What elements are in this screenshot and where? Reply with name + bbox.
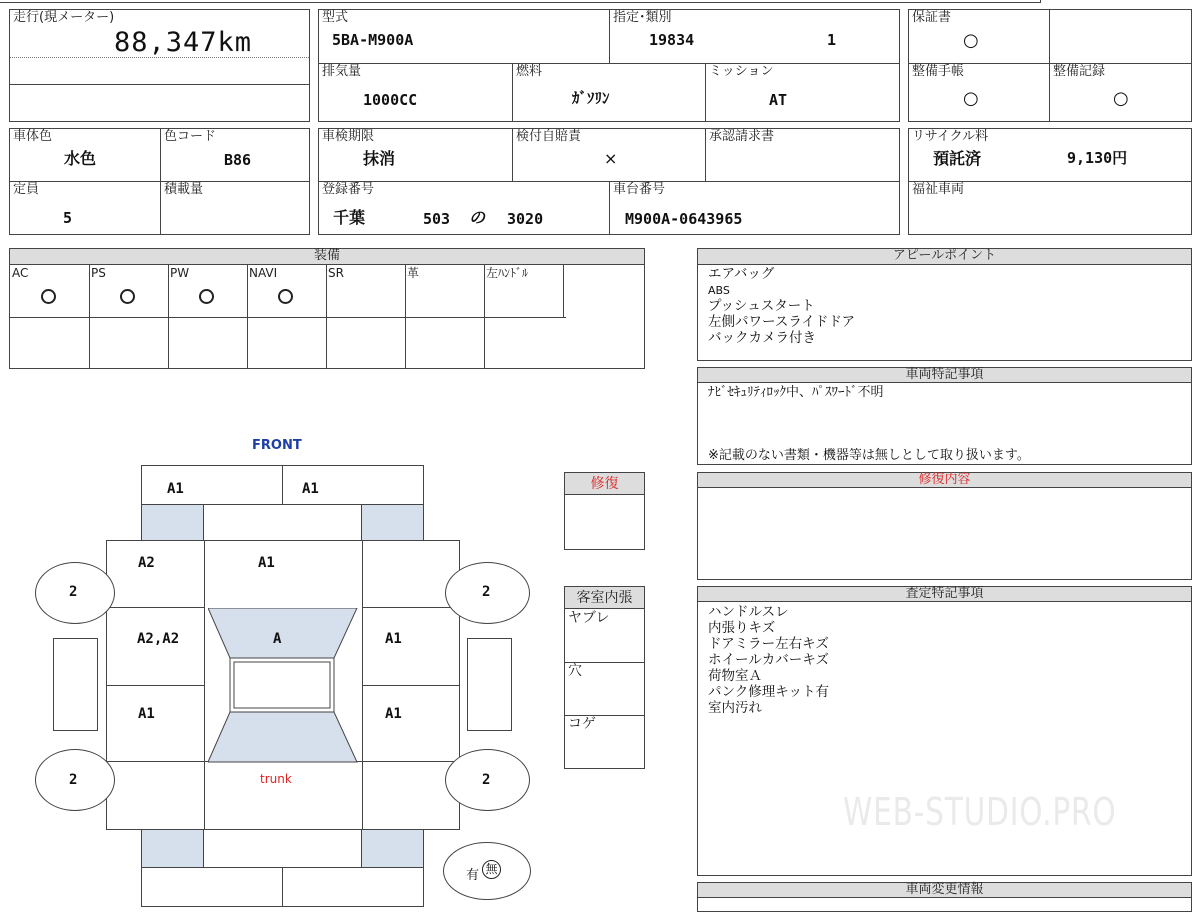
body-color-label: 車体色 <box>13 129 53 144</box>
appeal-line: ABS <box>708 284 730 297</box>
mileage-divider-dotted <box>10 57 309 58</box>
mark-tire-rr: 2 <box>482 772 491 788</box>
front-label: FRONT <box>252 438 302 453</box>
mark-row3-right: A1 <box>385 706 402 722</box>
assessment-line: ドアミラー左右キズ <box>708 636 829 652</box>
vehicle-change-header: 車両変更情報 <box>698 883 1191 898</box>
designation-value-1: 19834 <box>649 31 695 49</box>
spec-vdivider-1 <box>609 10 610 63</box>
inspection-label: 車検期限 <box>322 129 375 144</box>
reg-vdivider-1 <box>512 129 513 181</box>
repair-box <box>564 472 645 550</box>
transmission-value: AT <box>769 91 788 109</box>
warranty-label: 保証書 <box>912 10 952 25</box>
reg-vdivider-3 <box>609 181 610 234</box>
equipment-label: PW <box>170 266 190 280</box>
mark-row2-right: A1 <box>385 631 402 647</box>
approval-label: 承認請求書 <box>709 129 775 144</box>
left-side-panel <box>53 638 98 731</box>
repair-box-label: 修復 <box>565 473 644 495</box>
insurance-label: 検付自賠責 <box>516 129 582 144</box>
mark-tire-rl: 2 <box>69 772 78 788</box>
equipment-label: 革 <box>407 266 420 280</box>
equipment-col-divider <box>326 265 327 368</box>
mileage-divider <box>10 84 309 85</box>
warranty-value: ○ <box>963 30 979 51</box>
model-value: 5BA-M900A <box>332 31 414 49</box>
assessment-line: 内張りキズ <box>708 620 776 636</box>
displacement-value: 1000CC <box>363 91 418 109</box>
vehicle-notes-line1: ﾅﾋﾞｾｷｭﾘﾃｨﾛｯｸ中、ﾊﾟｽﾜｰﾄﾞ不明 <box>708 385 884 400</box>
color-code-value: B86 <box>224 151 252 169</box>
equipment-label: 左ﾊﾝﾄﾞﾙ <box>486 266 529 280</box>
top-edge-line <box>0 2 1040 3</box>
vehicle-notes-header: 車両特記事項 <box>698 368 1191 383</box>
assessment-header: 査定特記事項 <box>698 587 1191 602</box>
maintenance-record-label: 整備記録 <box>1053 64 1106 79</box>
load-capacity-label: 積載量 <box>164 182 204 197</box>
documents-vdivider <box>1049 10 1050 121</box>
capacity-label: 定員 <box>13 182 40 197</box>
chassis-label: 車台番号 <box>613 182 666 197</box>
equipment-col-divider <box>405 265 406 368</box>
spare-no-circled: 無 <box>482 860 501 879</box>
registration-region: 千葉 <box>333 208 366 227</box>
mileage-box <box>9 9 310 122</box>
right-side-panel <box>467 638 512 731</box>
appeal-line: バックカメラ付き <box>708 330 816 346</box>
mark-tire-fr: 2 <box>482 584 491 600</box>
rear-panel <box>203 829 362 868</box>
color-code-label: 色コード <box>164 129 217 144</box>
equipment-col-divider <box>168 265 169 368</box>
mark-row2-left: A2,A2 <box>137 631 180 647</box>
rear-left-pillar <box>141 829 204 868</box>
vehicle-change-panel <box>697 882 1192 912</box>
equipment-header: 装備 <box>10 249 644 265</box>
insurance-value: × <box>604 149 618 168</box>
model-label: 型式 <box>322 10 349 25</box>
fuel-label: 燃料 <box>516 64 543 79</box>
interior-label: 客室内張 <box>565 587 644 609</box>
assessment-line: パンク修理キット有 <box>708 684 829 700</box>
equipment-col-divider <box>89 265 90 368</box>
mark-tire-fl: 2 <box>69 584 78 600</box>
inspection-value: 抹消 <box>363 149 396 168</box>
appeal-panel <box>697 248 1192 361</box>
mark-row3-left: A1 <box>138 706 155 722</box>
interior-item-hole: 穴 <box>568 663 582 679</box>
spec-hdivider <box>319 63 899 64</box>
car-diagram <box>0 420 560 900</box>
appeal-line: プッシュスタート <box>708 298 815 314</box>
repair-content-panel <box>697 472 1192 580</box>
assessment-line: 室内汚れ <box>708 700 762 716</box>
equipment-label: PS <box>91 266 106 280</box>
equipment-label: NAVI <box>249 266 278 280</box>
spec-box <box>318 9 900 122</box>
equipment-col-divider <box>563 265 564 317</box>
recycle-amount: 9,130円 <box>1067 149 1128 167</box>
spec-vdivider-2 <box>512 63 513 121</box>
assessment-line: 荷物室Ａ <box>708 668 762 684</box>
equipment-present-circle <box>199 289 214 304</box>
mark-front-right: A1 <box>302 481 319 497</box>
interior-item-tear: ヤブレ <box>568 610 610 626</box>
equipment-table <box>9 248 645 369</box>
transmission-label: ミッション <box>709 64 774 79</box>
mark-front-left: A1 <box>167 481 184 497</box>
equipment-present-circle <box>41 289 56 304</box>
equipment-col-divider <box>247 265 248 368</box>
designation-value-2: 1 <box>827 31 837 49</box>
displacement-label: 排気量 <box>322 64 362 79</box>
equipment-label: AC <box>12 266 29 280</box>
fuel-value: ｶﾞｿﾘﾝ <box>572 89 610 107</box>
body-color-value: 水色 <box>64 149 97 168</box>
designation-label: 指定･類別 <box>613 10 672 25</box>
equipment-col-divider <box>484 265 485 368</box>
mileage-label: 走行(現メーター) <box>13 10 115 25</box>
registration-kana: の <box>469 208 486 227</box>
assessment-line: ハンドルスレ <box>708 604 789 620</box>
equipment-present-circle <box>278 289 293 304</box>
equipment-present-circle <box>120 289 135 304</box>
appeal-header: アピールポイント <box>698 249 1191 265</box>
equipment-row-divider <box>10 317 566 318</box>
spare-yes: 有 <box>466 868 480 883</box>
appeal-line: エアバッグ <box>708 266 775 282</box>
watermark: WEB-STUDIO.PRO <box>843 790 1117 834</box>
recycle-status: 預託済 <box>933 149 982 168</box>
capacity-value: 5 <box>63 209 73 227</box>
welfare-label: 福祉車両 <box>912 182 965 197</box>
mark-row1-left: A2 <box>138 555 155 571</box>
registration-class: 503 <box>423 210 451 228</box>
registration-number: 3020 <box>507 210 544 228</box>
interior-item-burn: コゲ <box>568 716 596 732</box>
repair-content-header: 修復内容 <box>698 473 1191 488</box>
vehicle-notes-line2: ※記載のない書類・機器等は無しとして取り扱います。 <box>708 448 1030 463</box>
spec-vdivider-3 <box>705 63 706 121</box>
maintenance-book-value: ○ <box>963 88 979 109</box>
mileage-value: 88,347km <box>114 27 253 58</box>
rear-bumper <box>141 867 424 907</box>
interior-box <box>564 586 645 769</box>
recycle-label: リサイクル料 <box>912 129 989 144</box>
chassis-value: M900A-0643965 <box>625 210 743 228</box>
color-capacity-box <box>9 128 310 235</box>
appeal-line: 左側パワースライドドア <box>708 314 856 330</box>
cabin-windows <box>208 608 358 763</box>
recycle-box <box>908 128 1192 235</box>
maintenance-book-label: 整備手帳 <box>912 64 965 79</box>
assessment-line: ホイールカバーキズ <box>708 652 829 668</box>
mark-row2-center: A <box>273 631 282 647</box>
cc-vdivider <box>160 129 161 234</box>
vehicle-notes-panel <box>697 367 1192 465</box>
mark-row1-center: A1 <box>258 555 275 571</box>
registration-box <box>318 128 900 235</box>
reg-vdivider-2 <box>705 129 706 181</box>
trunk-label: trunk <box>260 772 292 786</box>
top-edge-stub <box>1040 0 1041 3</box>
maintenance-record-value: ○ <box>1113 88 1129 109</box>
registration-label: 登録番号 <box>322 182 375 197</box>
documents-box <box>908 9 1192 122</box>
rear-right-pillar <box>361 829 424 868</box>
equipment-label: SR <box>328 266 344 280</box>
